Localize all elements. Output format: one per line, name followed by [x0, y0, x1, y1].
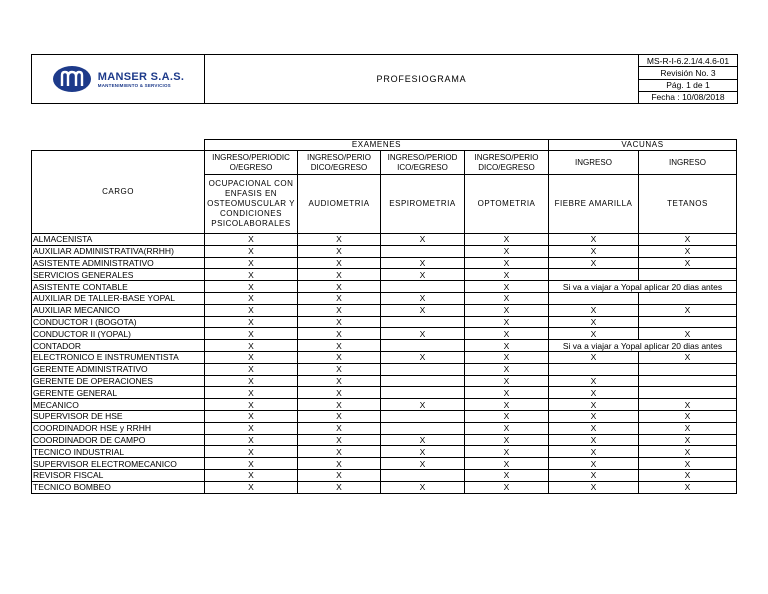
cargo-cell: COORDINADOR DE CAMPO — [32, 434, 205, 446]
cargo-cell: COORDINADOR HSE y RRHH — [32, 422, 205, 434]
mark-cell: X — [639, 410, 737, 422]
mark-cell: X — [465, 410, 549, 422]
mark-cell: X — [205, 257, 298, 269]
profesiograma-table — [31, 139, 737, 494]
mark-cell: X — [298, 363, 381, 375]
mark-cell: X — [205, 446, 298, 458]
table-row — [32, 446, 737, 458]
mark-cell: X — [205, 481, 298, 493]
mark-cell: X — [298, 234, 381, 246]
mark-cell: X — [639, 304, 737, 316]
mark-cell: X — [205, 269, 298, 281]
mark-cell: X — [465, 316, 549, 328]
column-label: OCUPACIONAL CON ENFASIS EN OSTEOMUSCULAR Y CONDICIONES PSICOLABORALES — [205, 175, 298, 234]
page-number: Pág. 1 de 1 — [639, 79, 738, 91]
mark-cell — [381, 469, 465, 481]
mark-cell: X — [298, 481, 381, 493]
mark-cell: X — [205, 245, 298, 257]
mark-cell: X — [205, 340, 298, 352]
mark-cell: X — [298, 292, 381, 304]
cargo-cell: GERENTE GENERAL — [32, 387, 205, 399]
cargo-cell: GERENTE ADMINISTRATIVO — [32, 363, 205, 375]
mark-cell — [639, 316, 737, 328]
mark-cell: X — [639, 234, 737, 246]
cargo-header: CARGO — [32, 151, 205, 234]
mark-cell — [381, 316, 465, 328]
mark-cell: X — [549, 410, 639, 422]
cargo-cell: CONTADOR — [32, 340, 205, 352]
mark-cell: X — [205, 422, 298, 434]
mark-cell: X — [205, 234, 298, 246]
table-row — [32, 281, 737, 293]
mark-cell: X — [465, 481, 549, 493]
manser-logo-icon — [52, 65, 92, 93]
mark-cell: X — [465, 292, 549, 304]
table-row — [32, 375, 737, 387]
table-row — [32, 410, 737, 422]
mark-cell: X — [205, 304, 298, 316]
mark-cell: X — [549, 446, 639, 458]
cargo-cell: ASISTENTE CONTABLE — [32, 281, 205, 293]
mark-cell: X — [549, 375, 639, 387]
mark-cell: X — [639, 399, 737, 411]
mark-cell: X — [549, 422, 639, 434]
mark-cell: X — [381, 351, 465, 363]
mark-cell: X — [298, 399, 381, 411]
mark-cell: X — [205, 469, 298, 481]
mark-cell — [381, 340, 465, 352]
mark-cell: X — [549, 469, 639, 481]
mark-cell: X — [298, 387, 381, 399]
mark-cell: X — [381, 458, 465, 470]
mark-cell — [381, 281, 465, 293]
cargo-cell: ALMACENISTA — [32, 234, 205, 246]
mark-cell: X — [639, 422, 737, 434]
table-row — [32, 387, 737, 399]
mark-cell — [549, 363, 639, 375]
mark-cell: X — [298, 269, 381, 281]
mark-cell: X — [465, 422, 549, 434]
mark-cell: X — [381, 304, 465, 316]
cargo-cell: CONDUCTOR II (YOPAL) — [32, 328, 205, 340]
mark-cell: X — [549, 351, 639, 363]
group-header-examenes: EXAMENES — [205, 140, 549, 151]
table-row — [32, 292, 737, 304]
mark-cell: X — [205, 387, 298, 399]
mark-cell: X — [549, 257, 639, 269]
document-date: Fecha : 10/08/2018 — [639, 91, 738, 103]
mark-cell: X — [298, 316, 381, 328]
table-row — [32, 422, 737, 434]
cargo-cell: GERENTE DE OPERACIONES — [32, 375, 205, 387]
cargo-cell: ASISTENTE ADMINISTRATIVO — [32, 257, 205, 269]
table-row — [32, 269, 737, 281]
mark-cell: X — [205, 292, 298, 304]
mark-cell: X — [381, 399, 465, 411]
cargo-cell: CONDUCTOR I (BOGOTA) — [32, 316, 205, 328]
mark-cell: X — [298, 281, 381, 293]
table-row — [32, 399, 737, 411]
mark-cell: X — [465, 269, 549, 281]
mark-cell: X — [465, 328, 549, 340]
group-header-vacunas: VACUNAS — [549, 140, 737, 151]
mark-cell — [381, 422, 465, 434]
mark-cell — [549, 292, 639, 304]
mark-cell: X — [549, 328, 639, 340]
table-row — [32, 340, 737, 352]
table-row — [32, 328, 737, 340]
table-row — [32, 257, 737, 269]
mark-cell: X — [549, 304, 639, 316]
company-tagline: MANTENIMIENTO & SERVICIOS — [97, 82, 171, 88]
mark-cell: X — [639, 245, 737, 257]
mark-cell: X — [298, 328, 381, 340]
mark-cell: X — [465, 387, 549, 399]
mark-cell: X — [381, 446, 465, 458]
mark-cell: X — [465, 446, 549, 458]
mark-cell: X — [205, 399, 298, 411]
mark-cell: X — [639, 458, 737, 470]
mark-cell: X — [549, 234, 639, 246]
cargo-cell: AUXILIAR ADMINISTRATIVA(RRHH) — [32, 245, 205, 257]
mark-cell: X — [205, 328, 298, 340]
mark-cell: X — [381, 234, 465, 246]
mark-cell: X — [465, 351, 549, 363]
mark-cell: X — [298, 375, 381, 387]
column-label: OPTOMETRIA — [465, 175, 549, 234]
column-timing: INGRESO/PERIO DICO/EGRESO — [298, 151, 381, 175]
mark-cell: X — [298, 304, 381, 316]
column-label: ESPIROMETRIA — [381, 175, 465, 234]
mark-cell — [381, 410, 465, 422]
cargo-cell: AUXILIAR MECANICO — [32, 304, 205, 316]
table-row — [32, 469, 737, 481]
mark-cell — [381, 363, 465, 375]
cargo-cell: SERVICIOS GENERALES — [32, 269, 205, 281]
table-row — [32, 234, 737, 246]
mark-cell: X — [298, 257, 381, 269]
mark-cell: X — [465, 234, 549, 246]
mark-cell: X — [205, 351, 298, 363]
table-row — [32, 316, 737, 328]
mark-cell: X — [298, 340, 381, 352]
mark-cell — [381, 245, 465, 257]
table-row — [32, 245, 737, 257]
mark-cell — [639, 375, 737, 387]
mark-cell: X — [549, 387, 639, 399]
mark-cell: X — [549, 245, 639, 257]
mark-cell: X — [298, 469, 381, 481]
mark-cell: X — [381, 328, 465, 340]
vaccine-note: Si va a viajar a Yopal aplicar 20 dias antes — [549, 281, 737, 293]
mark-cell: X — [205, 363, 298, 375]
mark-cell: X — [205, 316, 298, 328]
document-title: PROFESIOGRAMA — [205, 55, 639, 104]
mark-cell — [549, 269, 639, 281]
column-label: AUDIOMETRIA — [298, 175, 381, 234]
cargo-cell: SUPERVISOR DE HSE — [32, 410, 205, 422]
mark-cell: X — [549, 434, 639, 446]
mark-cell — [639, 292, 737, 304]
mark-cell: X — [465, 281, 549, 293]
column-timing: INGRESO — [639, 151, 737, 175]
revision-number: Revisión No. 3 — [639, 67, 738, 79]
mark-cell: X — [465, 469, 549, 481]
mark-cell: X — [549, 458, 639, 470]
mark-cell: X — [205, 410, 298, 422]
mark-cell: X — [298, 458, 381, 470]
table-row — [32, 363, 737, 375]
table-row — [32, 434, 737, 446]
mark-cell: X — [639, 469, 737, 481]
mark-cell: X — [298, 434, 381, 446]
mark-cell: X — [298, 410, 381, 422]
logo-cell — [32, 55, 205, 104]
mark-cell: X — [298, 446, 381, 458]
mark-cell: X — [549, 316, 639, 328]
mark-cell: X — [639, 434, 737, 446]
mark-cell: X — [205, 434, 298, 446]
mark-cell: X — [465, 375, 549, 387]
mark-cell: X — [465, 340, 549, 352]
mark-cell: X — [549, 399, 639, 411]
mark-cell: X — [205, 375, 298, 387]
mark-cell: X — [381, 257, 465, 269]
mark-cell: X — [639, 328, 737, 340]
column-timing: INGRESO/PERIO DICO/EGRESO — [465, 151, 549, 175]
mark-cell: X — [465, 399, 549, 411]
mark-cell: X — [465, 245, 549, 257]
table-row — [32, 304, 737, 316]
mark-cell — [639, 363, 737, 375]
cargo-cell: REVISOR FISCAL — [32, 469, 205, 481]
mark-cell: X — [465, 363, 549, 375]
company-name: MANSER S.A.S. — [97, 70, 185, 83]
mark-cell: X — [381, 481, 465, 493]
mark-cell: X — [298, 351, 381, 363]
cargo-cell: MECANICO — [32, 399, 205, 411]
cargo-cell: SUPERVISOR ELECTROMECANICO — [32, 458, 205, 470]
mark-cell: X — [639, 351, 737, 363]
column-timing: INGRESO/PERIODIC O/EGRESO — [205, 151, 298, 175]
mark-cell: X — [381, 434, 465, 446]
table-row — [32, 458, 737, 470]
document-code: MS-R-I-6.2.1/4.4.6-01 — [639, 55, 738, 67]
column-label: TETANOS — [639, 175, 737, 234]
mark-cell: X — [381, 269, 465, 281]
mark-cell: X — [205, 281, 298, 293]
cargo-cell: TECNICO INDUSTRIAL — [32, 446, 205, 458]
column-timing: INGRESO — [549, 151, 639, 175]
mark-cell: X — [298, 245, 381, 257]
cargo-cell: AUXILIAR DE TALLER-BASE YOPAL — [32, 292, 205, 304]
mark-cell: X — [639, 446, 737, 458]
mark-cell — [639, 269, 737, 281]
mark-cell: X — [298, 422, 381, 434]
mark-cell: X — [381, 292, 465, 304]
column-label: FIEBRE AMARILLA — [549, 175, 639, 234]
table-row — [32, 351, 737, 363]
document-header — [31, 54, 738, 104]
mark-cell: X — [549, 481, 639, 493]
mark-cell: X — [639, 257, 737, 269]
mark-cell — [639, 387, 737, 399]
mark-cell: X — [465, 257, 549, 269]
vaccine-note: Si va a viajar a Yopal aplicar 20 dias antes — [549, 340, 737, 352]
mark-cell: X — [465, 304, 549, 316]
mark-cell: X — [639, 481, 737, 493]
cargo-cell: ELECTRONICO E INSTRUMENTISTA — [32, 351, 205, 363]
cargo-cell: TECNICO BOMBEO — [32, 481, 205, 493]
mark-cell — [381, 375, 465, 387]
mark-cell: X — [205, 458, 298, 470]
mark-cell: X — [465, 434, 549, 446]
column-timing: INGRESO/PERIOD ICO/EGRESO — [381, 151, 465, 175]
mark-cell — [381, 387, 465, 399]
table-row — [32, 481, 737, 493]
mark-cell: X — [465, 458, 549, 470]
